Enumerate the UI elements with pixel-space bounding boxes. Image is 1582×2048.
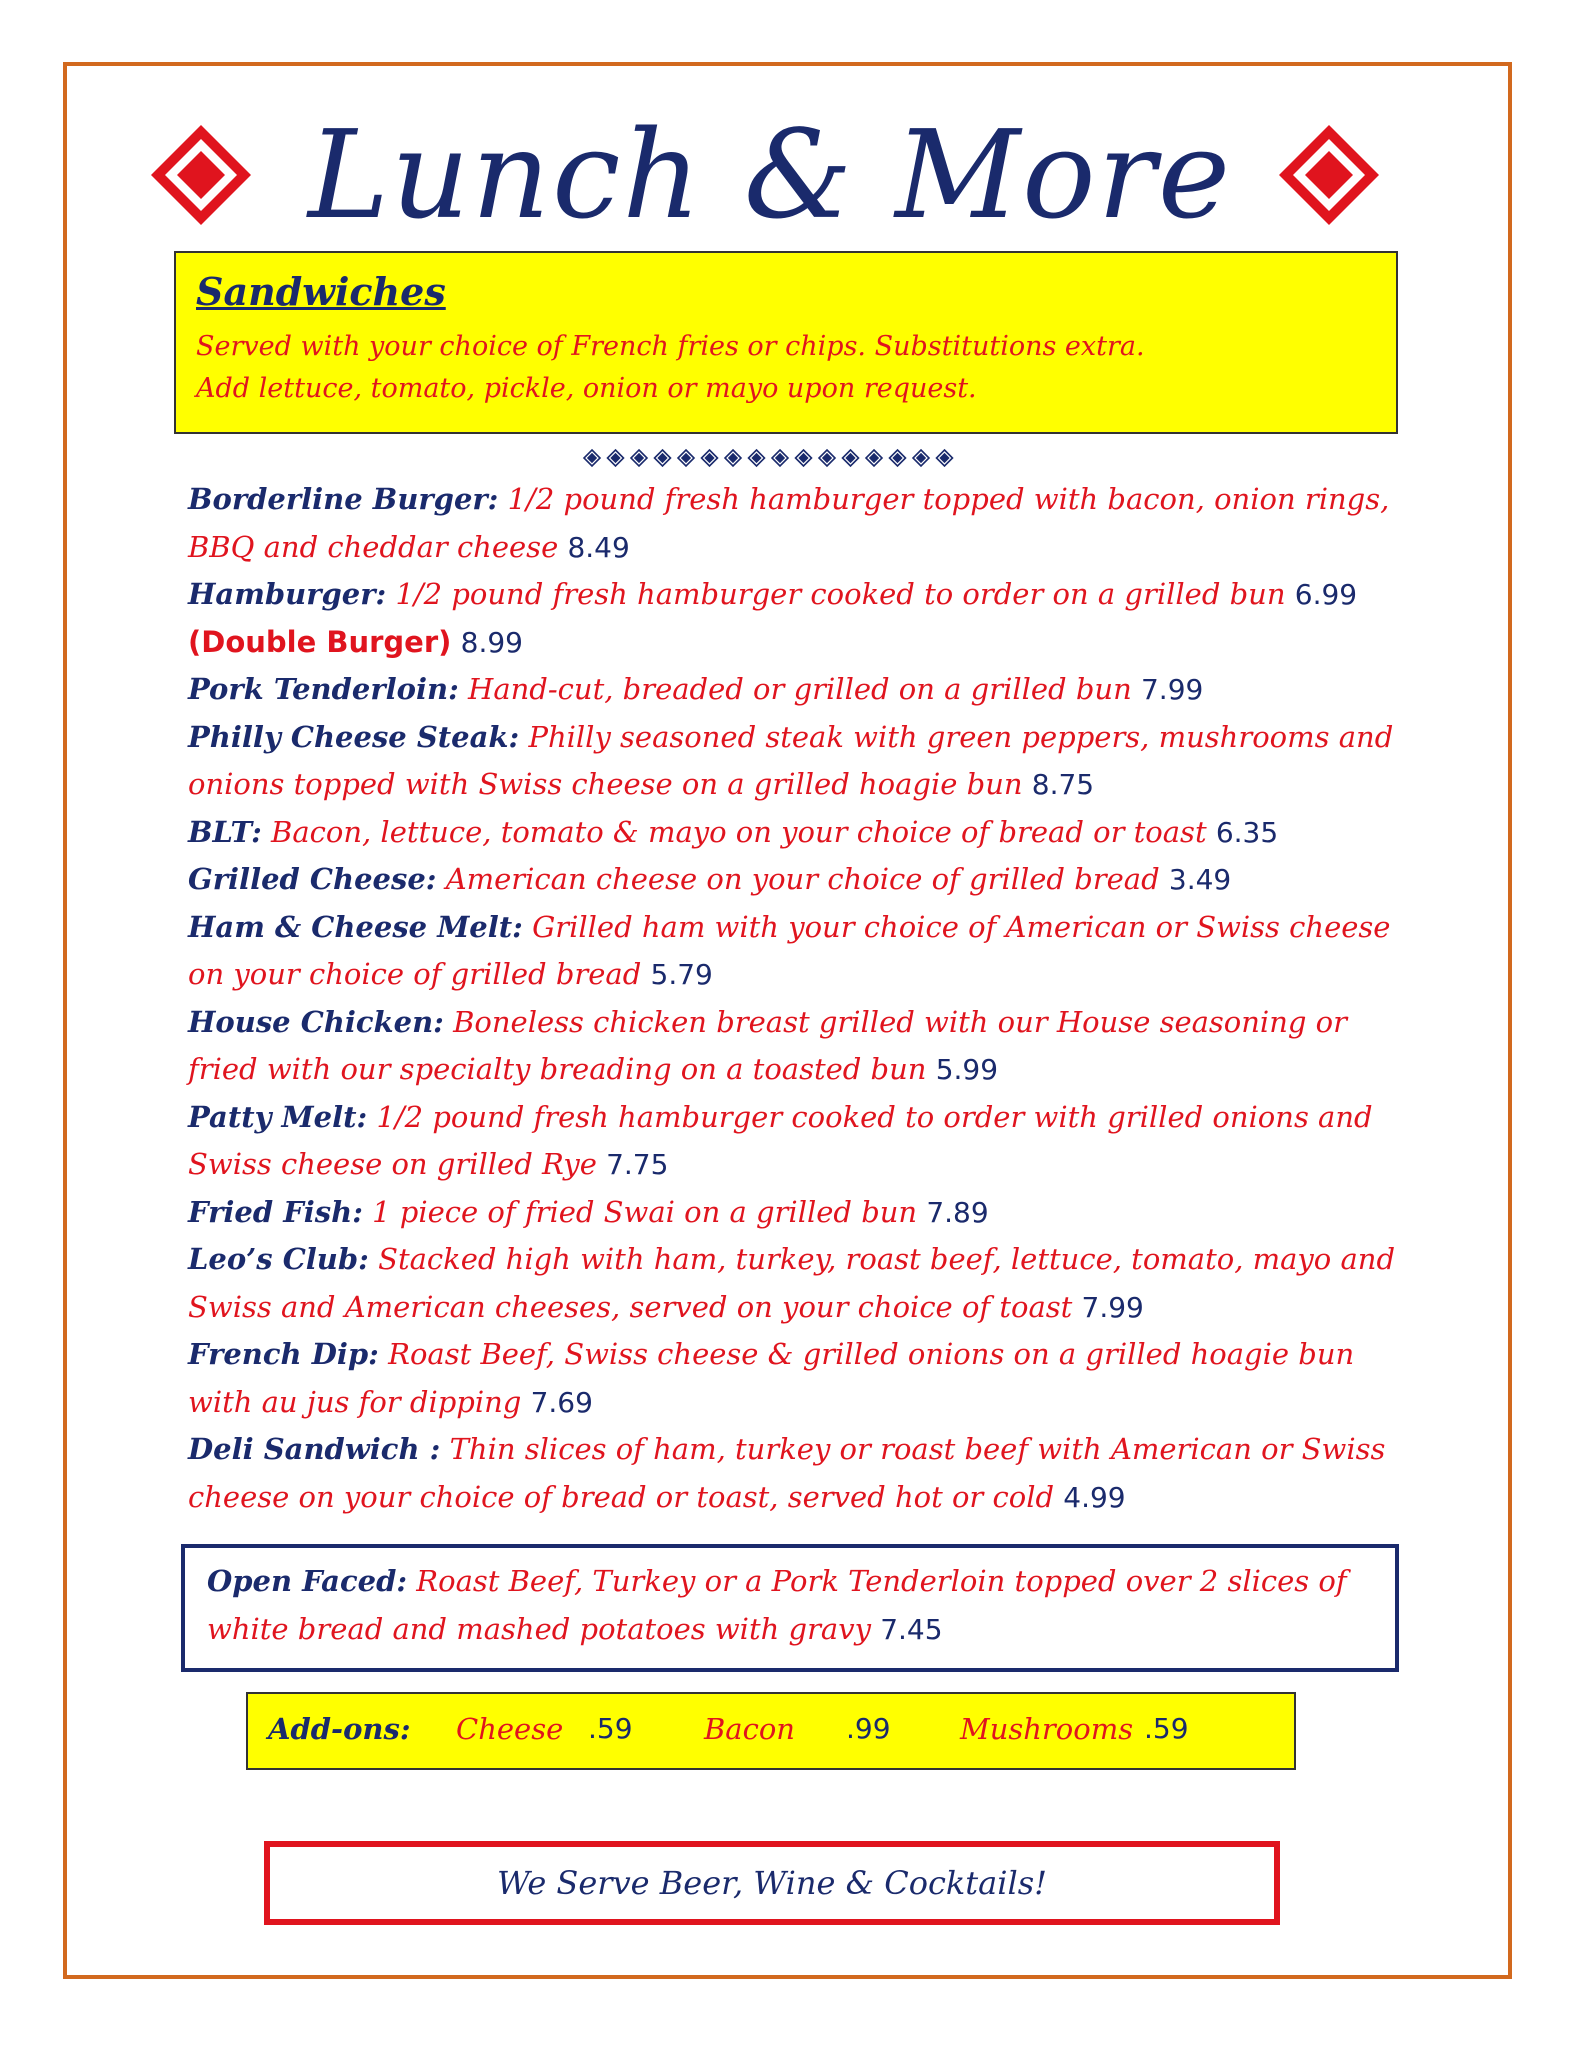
- item-price: 7.69: [530, 1385, 593, 1419]
- item-price: 8.75: [1031, 768, 1095, 801]
- menu-item: [188, 476, 1408, 571]
- item-description: Grilled ham with your choice of American or Swiss cheese on your choice of grilled bread: [188, 909, 1391, 991]
- page-title: Lunch & More: [307, 104, 1233, 246]
- addon-name: Bacon: [704, 1712, 795, 1746]
- double-burger-label: (Double Burger): [188, 624, 452, 659]
- item-name: Open Faced:: [207, 1564, 408, 1598]
- menu-item: [188, 809, 1408, 857]
- item-price: 6.99: [1294, 578, 1358, 611]
- item-description: Thin slices of ham, turkey or roast beef with American or Swiss cheese on your choice of bread or toast, served hot or cold: [188, 1432, 1386, 1514]
- title-row: [0, 100, 1582, 250]
- addon-name: Cheese: [456, 1712, 564, 1746]
- item-description: Hand-cut, breaded or grilled on a grilled bun: [468, 672, 1132, 706]
- item-description: American cheese on your choice of grilled bread: [445, 862, 1160, 896]
- item-description: Stacked high with ham, turkey, roast beef, lettuce, tomato, mayo and Swiss and American cheeses, served on your choice of toast: [188, 1242, 1396, 1324]
- item-name: Pork Tenderloin:: [188, 672, 459, 706]
- item-name: Leo’s Club:: [188, 1242, 369, 1276]
- item-description: 1/2 pound fresh hamburger cooked to order with grilled onions and Swiss cheese on grilled Rye: [188, 1099, 1373, 1181]
- item-name: Hamburger:: [188, 577, 387, 611]
- menu-item: [188, 1236, 1408, 1331]
- section-note: Add lettuce, tomato, pickle, onion or mayo upon request.: [196, 373, 977, 404]
- menu-item: [188, 999, 1408, 1094]
- item-price: 5.79: [650, 958, 713, 991]
- item-price: 7.89: [926, 1195, 989, 1229]
- menu-item: [188, 666, 1408, 714]
- item-name: Philly Cheese Steak:: [188, 719, 520, 754]
- item-name: Deli Sandwich :: [188, 1432, 441, 1466]
- item-price: 8.49: [567, 530, 630, 564]
- menu-item: [188, 1189, 1408, 1237]
- item-description: Roast Beef, Swiss cheese & grilled onions on a grilled hoagie bun with au jus for dipping: [188, 1337, 1355, 1419]
- menu-item: [188, 571, 1408, 666]
- item-price: 4.99: [1063, 1480, 1126, 1514]
- item-name: Patty Melt:: [188, 1099, 368, 1134]
- addon-price: .99: [846, 1712, 891, 1745]
- item-price: 7.99: [1081, 1290, 1144, 1324]
- item-name: Fried Fish:: [188, 1194, 363, 1229]
- item-description: Boneless chicken breast grilled with our House seasoning or fried with our specialty breading on a toasted bun: [188, 1004, 1347, 1086]
- addon-price: .59: [588, 1712, 633, 1745]
- menu-item: [188, 714, 1408, 809]
- item-name: Grilled Cheese:: [188, 862, 437, 896]
- item-description: 1/2 pound fresh hamburger topped with bacon, onion rings, BBQ and cheddar cheese: [188, 482, 1390, 564]
- item-price: 3.49: [1168, 863, 1232, 896]
- menu-item: [188, 856, 1408, 904]
- diamond-ornament-icon: [148, 122, 254, 228]
- item-price: 6.35: [1215, 815, 1279, 849]
- beverage-banner: We Serve Beer, Wine & Cocktails!: [264, 1841, 1280, 1925]
- addon-name: Mushrooms: [960, 1712, 1134, 1746]
- diamond-ornament-icon: [1276, 122, 1382, 228]
- item-price: 8.99: [460, 625, 523, 659]
- sandwiches-header-box: [174, 251, 1398, 434]
- menu-item: [207, 1558, 1377, 1653]
- open-faced-box: [181, 1544, 1399, 1672]
- item-description: 1/2 pound fresh hamburger cooked to order on a grilled bun: [395, 577, 1286, 611]
- item-name: French Dip:: [188, 1337, 379, 1371]
- item-price: 7.75: [606, 1148, 669, 1181]
- item-name: Ham & Cheese Melt:: [188, 909, 523, 944]
- section-heading: Sandwiches: [196, 269, 446, 314]
- item-name: Borderline Burger:: [188, 482, 499, 516]
- item-description: Bacon, lettuce, tomato & mayo on your choice of bread or toast: [271, 814, 1207, 849]
- addons-label: Add-ons:: [268, 1712, 411, 1746]
- menu-item: [188, 1331, 1408, 1426]
- menu-item: [188, 904, 1408, 999]
- item-name: BLT:: [188, 814, 262, 849]
- menu-item: [188, 1094, 1408, 1189]
- menu-item: [188, 1426, 1408, 1521]
- section-note: Served with your choice of French fries or chips. Substitutions extra.: [196, 331, 1145, 362]
- item-description: 1 piece of fried Swai on a grilled bun: [372, 1194, 918, 1229]
- divider-ornament: [580, 448, 970, 468]
- item-price: 7.99: [1140, 673, 1204, 706]
- item-name: House Chicken:: [188, 1004, 444, 1039]
- divider-diamonds-icon: [580, 448, 970, 468]
- addons-box: [246, 1692, 1296, 1770]
- item-price: 7.45: [880, 1612, 943, 1646]
- item-description: Roast Beef, Turkey or a Pork Tenderloin topped over 2 slices of white bread and mashed potatoes with gravy: [207, 1564, 1347, 1646]
- item-price: 5.99: [935, 1053, 999, 1086]
- item-description: Philly seasoned steak with green peppers, mushrooms and onions topped with Swiss cheese on a grilled hoagie bun: [188, 719, 1394, 801]
- addon-price: .59: [1144, 1712, 1189, 1745]
- menu-items-list: [188, 476, 1408, 1521]
